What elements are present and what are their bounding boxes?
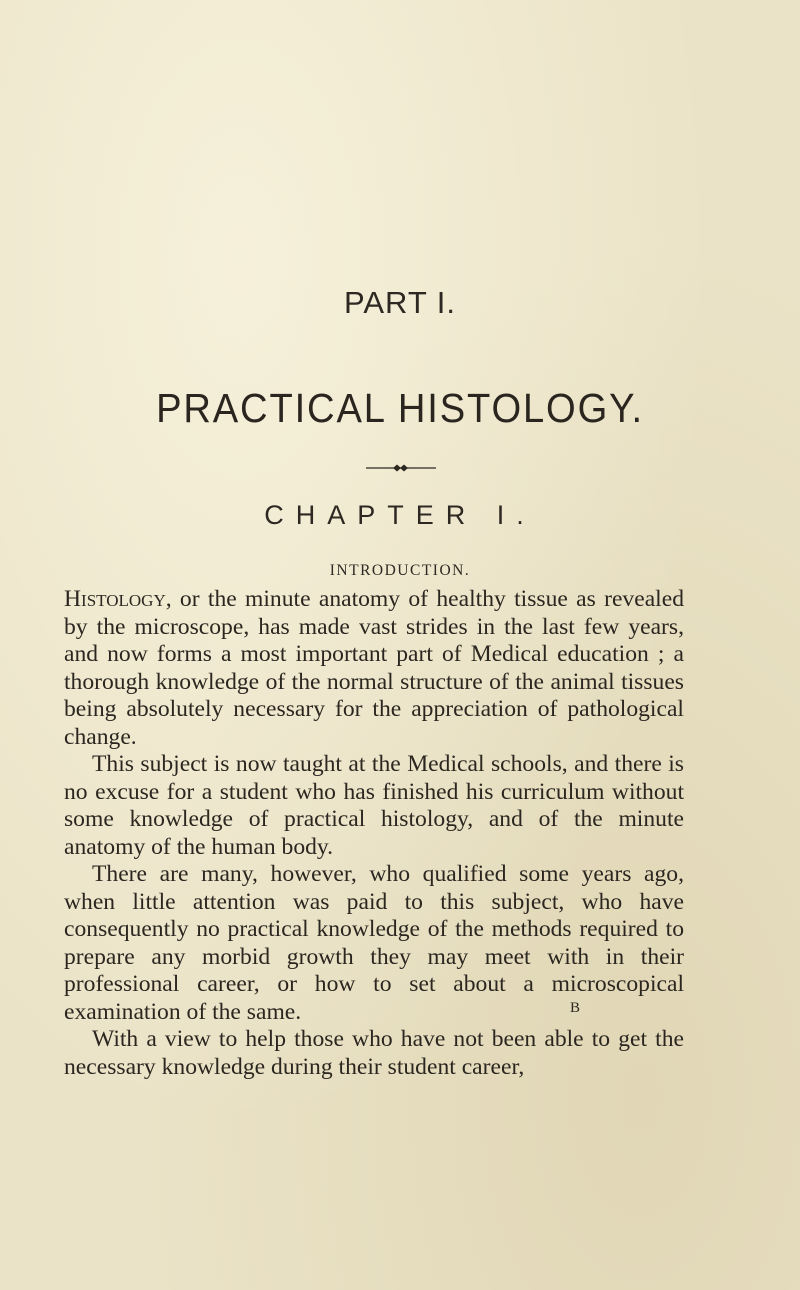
book-title: PRACTICAL HISTOLOGY. xyxy=(156,385,644,431)
ornament-divider-icon xyxy=(366,463,436,473)
chapter-heading: CHAPTER I. xyxy=(264,500,536,530)
paragraph-lead-word: Histology, xyxy=(64,586,172,612)
part-heading: PART I. xyxy=(343,285,457,320)
signature-mark: B xyxy=(570,1000,581,1016)
body-text xyxy=(64,586,684,1081)
paragraph-2: This subject is now taught at the Medical schools, and there is no excuse for a student who has finished his curriculum without some knowledge of practical histology, and of the minute anatomy of the human body. xyxy=(64,751,684,860)
paragraph-1-text: or the minute anatomy of healthy tissue as revealed by the microscope, has made vast strides in the last few years, and now forms a most important part of Medical education ; a thorough knowledge of the normal structure of the animal tissues being absolutely necessary for the appreciation of pathological change. xyxy=(64,586,684,750)
paragraph-4: With a view to help those who have not been able to get the necessary knowledge during their student career, xyxy=(64,1026,684,1080)
paragraph-1 xyxy=(64,586,684,751)
paragraph-3: There are many, however, who qualified some years ago, when little attention was paid to this subject, who have consequently no practical knowledge of the methods required to prepare any morbid growth they may meet with in their professional career, or how to set about a microscopical examination of the same. xyxy=(64,861,684,1025)
section-heading: INTRODUCTION. xyxy=(329,562,471,579)
